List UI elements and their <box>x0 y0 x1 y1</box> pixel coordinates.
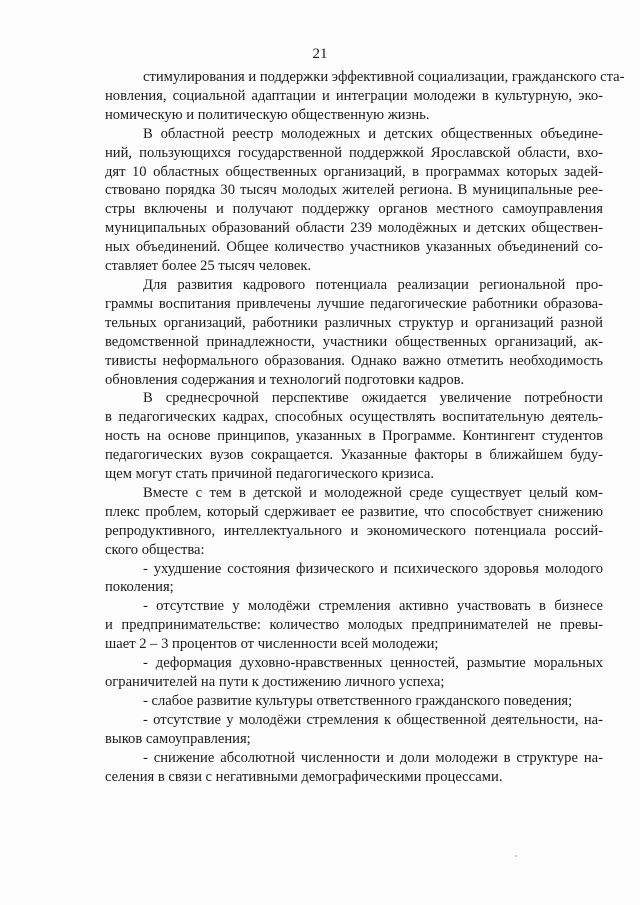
text-line: поколения; <box>105 579 174 596</box>
text-line: ского общества: <box>105 541 205 558</box>
text-line: ставляет более 25 тысяч человек. <box>105 258 312 275</box>
text-line: щем могут стать причиной педагогического кризиса. <box>105 466 435 483</box>
text-line: в педагогических кадрах, способных осуществлять воспитательную деятель- <box>105 409 603 426</box>
text-line: муниципальных образований области 239 молодёжных и детских обществен- <box>105 220 603 237</box>
text-line: тивисты неформального образования. Однако важно отметить необходимость <box>105 352 603 369</box>
text-line: новления, социальной адаптации и интеграции молодежи в культурную, эко- <box>105 87 603 104</box>
text-line: и предпринимательстве: количество молодых предпринимателей не превы- <box>105 617 603 634</box>
paragraph <box>105 389 603 484</box>
scan-speck <box>515 855 517 857</box>
text-line: ность на основе принципов, указанных в Программе. Контингент студентов <box>105 428 603 445</box>
text-line: номическую и политическую общественную жизнь. <box>105 106 430 123</box>
paragraph <box>105 692 603 711</box>
text-line: тельных организаций, работники различных структур и организаций разной <box>105 314 603 331</box>
text-line: В среднесрочной перспективе ожидается увеличение потребности <box>143 390 603 407</box>
text-line: дят 10 областных общественных организаций, в программах которых задей- <box>105 163 603 180</box>
paragraph <box>105 276 603 389</box>
paragraph <box>105 560 603 598</box>
text-line: Вместе с тем в детской и молодежной среде существует целый ком- <box>143 484 603 501</box>
text-line: граммы воспитания привлечены лучшие педагогические работники образова- <box>105 295 603 312</box>
paragraph <box>105 749 603 787</box>
document-body <box>105 68 625 786</box>
paragraph <box>105 484 603 560</box>
text-line: Для развития кадрового потенциала реализации региональной про- <box>143 276 603 293</box>
text-line: - отсутствие у молодёжи стремления активно участвовать в бизнесе <box>143 598 603 615</box>
paragraph <box>105 654 603 692</box>
text-line: - отсутствие у молодёжи стремления к общественной деятельности, на- <box>143 711 603 728</box>
paragraph <box>105 68 625 125</box>
text-line: шает 2 – 3 процентов от численности всей молодежи; <box>105 636 439 653</box>
text-line: ний, пользующихся государственной поддержкой Ярославской области, вхо- <box>105 144 603 161</box>
text-line: - снижение абсолютной численности и доли молодежи в структуре на- <box>143 749 603 766</box>
text-line: - ухудшение состояния физического и психического здоровья молодого <box>143 560 603 577</box>
text-line: стры включены и получают поддержку органов местного самоуправления <box>105 201 603 218</box>
text-line: селения в связи с негативными демографическими процессами. <box>105 768 503 785</box>
text-line: В областной реестр молодежных и детских общественных объедине- <box>143 125 603 142</box>
text-line: выков самоуправления; <box>105 730 251 747</box>
text-line: репродуктивного, интеллектуального и экономического потенциала россий- <box>105 522 603 539</box>
text-line: ствовано порядка 30 тысяч молодых жителей региона. В муниципальные рее- <box>105 182 603 199</box>
text-line: обновления содержания и технологий подготовки кадров. <box>105 371 465 388</box>
text-line: ных объединений. Общее количество участников указанных объединений со- <box>105 239 603 256</box>
text-line: ведомственной принадлежности, участники общественных организаций, ак- <box>105 333 603 350</box>
paragraph <box>105 125 603 276</box>
paragraph <box>105 597 603 654</box>
text-line: педагогических вузов сокращается. Указанные факторы в ближайшем буду- <box>105 447 603 464</box>
text-line: ограничителей на пути к достижению личного успеха; <box>105 674 445 690</box>
text-line: плекс проблем, который сдерживает ее развитие, что способствует снижению <box>105 503 603 520</box>
paragraph <box>105 711 603 749</box>
text-line: - деформация духовно-нравственных ценностей, размытие моральных <box>143 655 603 672</box>
text-line: стимулирования и поддержки эффективной социализации, гражданского ста- <box>143 69 625 85</box>
text-line: - слабое развитие культуры ответственного гражданского поведения; <box>143 692 573 709</box>
page-number: 21 <box>312 46 328 62</box>
